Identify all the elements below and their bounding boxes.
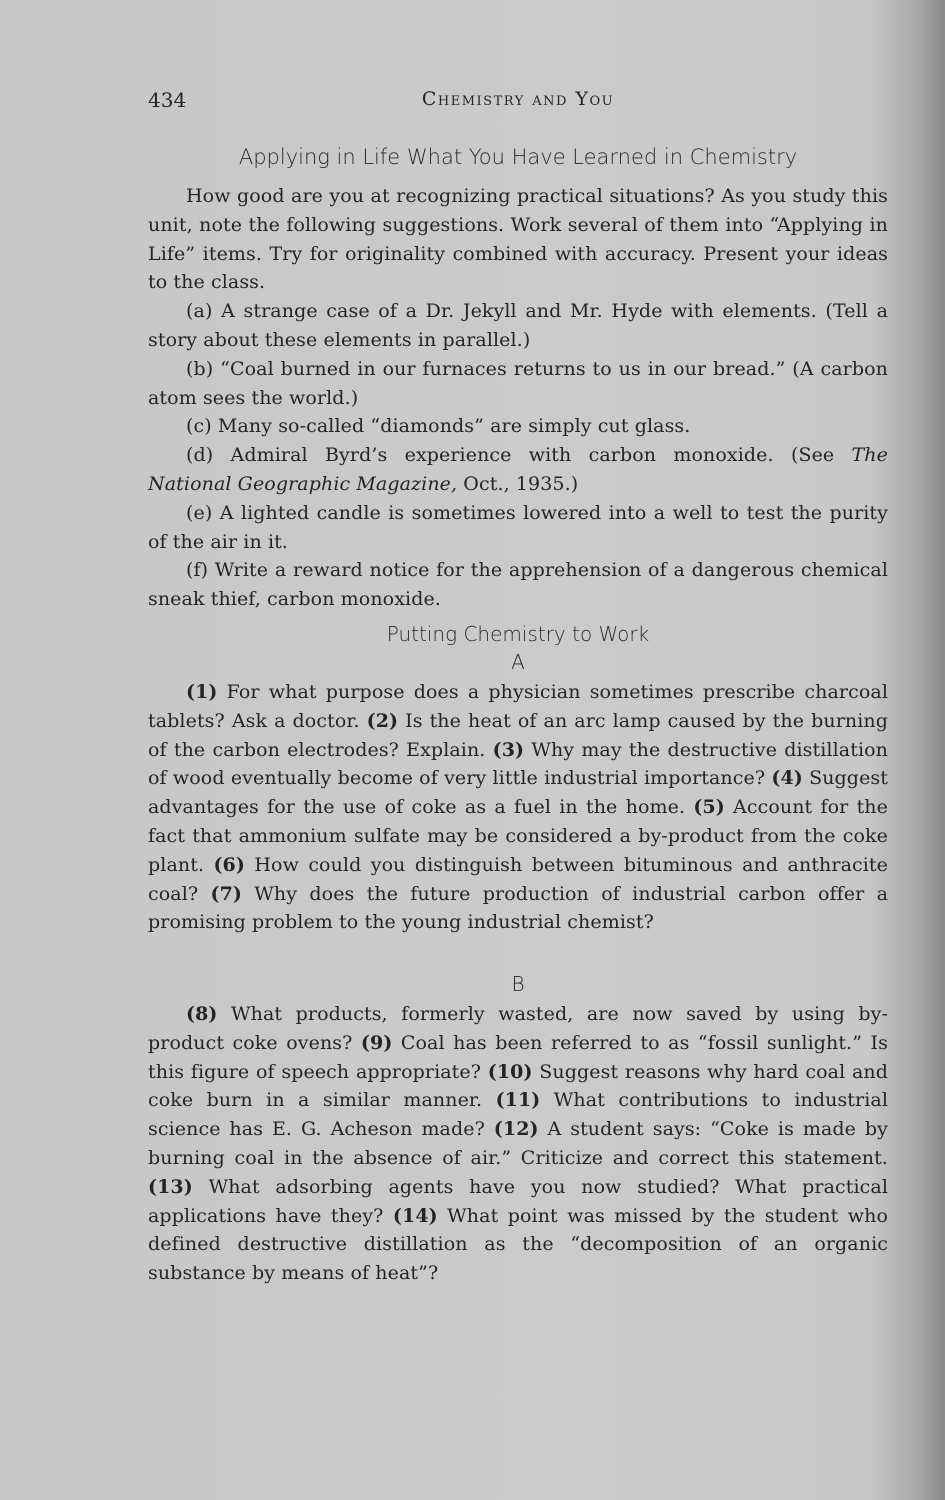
- question-number: (11): [495, 1089, 541, 1112]
- question-text: Coal has been referred to as “fossil sunlight.” Is this figure of speech appropriate?: [148, 1031, 888, 1083]
- question-text: Account for the fact that ammonium sulfate may be considered a by-product from the coke plant.: [148, 796, 888, 876]
- question-text: Why may the destructive distillation of wood eventually become of very little industrial importance?: [148, 738, 888, 790]
- page-header: [148, 88, 888, 118]
- question-number: (5): [693, 796, 725, 819]
- question-number: (2): [366, 709, 399, 732]
- applying-item-c: (c) Many so-called “diamonds” are simply cut glass.: [186, 415, 691, 438]
- question-text: Why does the future production of industrial carbon offer a promising problem to the young industrial chemist?: [148, 882, 888, 934]
- question-number: (6): [213, 853, 245, 876]
- question-number: (7): [210, 882, 242, 905]
- page-number: 434: [148, 88, 187, 112]
- question-text: What products, formerly wasted, are now saved by using by-product coke ovens?: [148, 1003, 888, 1054]
- question-text: What point was missed by the student who defined destructive distillation as the “decomposition of an organic substance by means of heat”?: [148, 1204, 888, 1285]
- work-section-title: Putting Chemistry to Work: [386, 622, 650, 646]
- applying-section-body: [148, 182, 888, 614]
- question-number: (3): [492, 738, 525, 761]
- applying-item-f: (f) Write a reward notice for the apprehension of a dangerous chemical sneak thief, carbon monoxide.: [148, 559, 888, 611]
- question-text: What adsorbing agents have you now studied? What practical applications have they?: [148, 1175, 888, 1227]
- applying-item-d: [148, 441, 888, 499]
- question-text: Suggest reasons why hard coal and coke burn in a similar manner.: [148, 1060, 888, 1112]
- section-b-questions: [148, 1000, 888, 1288]
- question-number: (14): [392, 1204, 438, 1227]
- question-number: (4): [771, 767, 803, 790]
- running-head: Chemistry and You: [421, 88, 615, 110]
- applying-item-b: (b) “Coal burned in our furnaces returns to us in our bread.” (A carbon atom sees the world.): [148, 357, 888, 409]
- magazine-title: The National Geographic Magazine,: [148, 444, 888, 495]
- question-text: What contributions to industrial science has E. G. Acheson made?: [148, 1089, 888, 1141]
- question-number: (12): [493, 1118, 539, 1141]
- applying-item-e: (e) A lighted candle is sometimes lowered into a well to test the purity of the air in it.: [148, 501, 888, 553]
- question-paragraph-a: [148, 678, 888, 937]
- question-number: (1): [186, 681, 218, 703]
- question-text: Is the heat of an arc lamp caused by the burning of the carbon electrodes? Explain.: [148, 709, 888, 761]
- question-text: Suggest advantages for the use of coke as a fuel in the home.: [148, 767, 888, 819]
- section-b-label: B: [511, 972, 525, 996]
- question-text: For what purpose does a physician sometimes prescribe charcoal tablets? Ask a doctor.: [148, 681, 888, 732]
- section-a-questions: [148, 678, 888, 937]
- question-number: (13): [148, 1175, 193, 1198]
- question-text: How could you distinguish between bituminous and anthracite coal?: [148, 853, 888, 905]
- applying-item-a: (a) A strange case of a Dr. Jekyll and Mr. Hyde with elements. (Tell a story about these elements in parallel.): [148, 300, 888, 351]
- applying-section-title: Applying in Life What You Have Learned in Chemistry: [238, 145, 798, 169]
- question-text: A student says: “Coke is made by burning coal in the absence of air.” Criticize and correct this statement.: [148, 1118, 888, 1169]
- item-d-date: Oct., 1935.): [457, 472, 579, 495]
- section-a-label: A: [511, 650, 525, 674]
- applying-intro: How good are you at recognizing practical situations? As you study this unit, note the following suggestions. Work several of them into “Applying in Life” items. Try for originality combined with accuracy. Present your ideas to the class.: [148, 185, 888, 294]
- question-number: (10): [487, 1060, 533, 1083]
- question-paragraph-b: [148, 1000, 888, 1288]
- item-d-text: (d) Admiral Byrd’s experience with carbon monoxide. (See: [186, 444, 852, 467]
- question-number: (8): [186, 1003, 218, 1025]
- question-number: (9): [360, 1031, 393, 1054]
